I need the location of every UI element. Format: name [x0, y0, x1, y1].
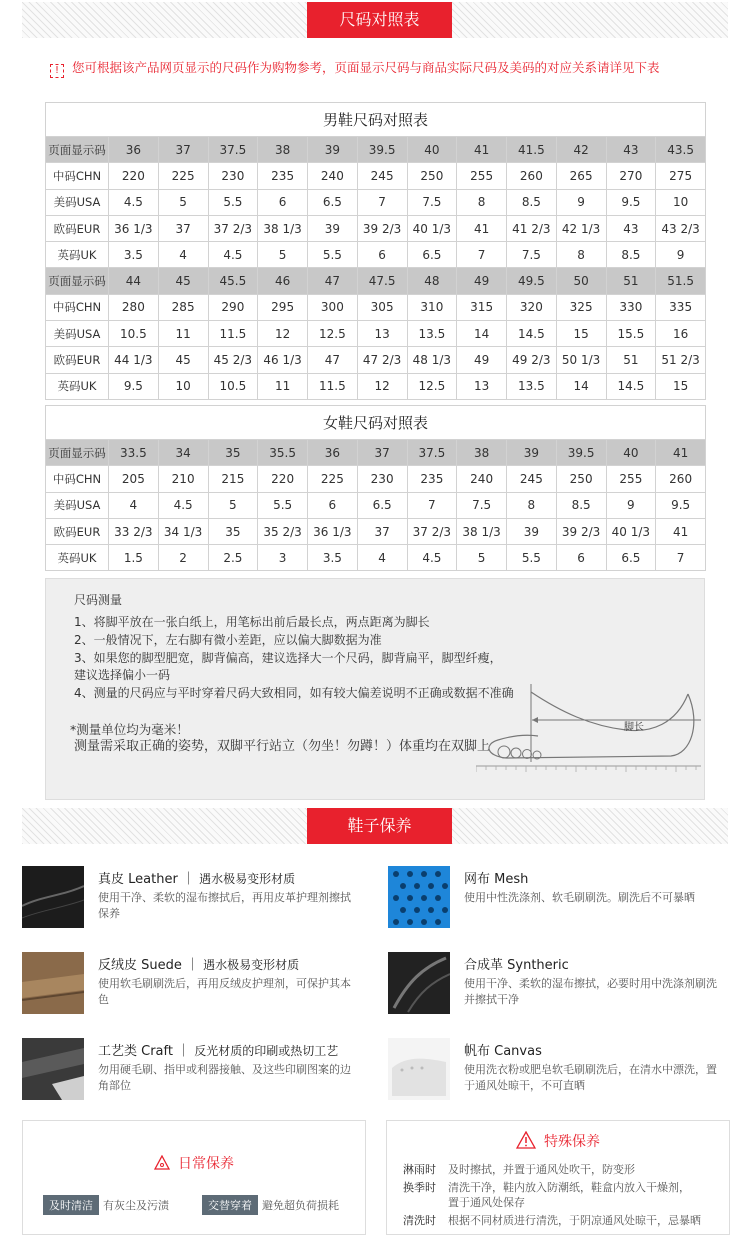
size-row-label: 英码UK — [46, 242, 109, 268]
size-cell: 41 — [656, 440, 706, 466]
measure-step: 3、如果您的脚型肥宽，脚背偏高，建议选择大一个尺码，脚背扁平，脚型纤瘦， — [74, 651, 502, 665]
size-cell: 205 — [109, 466, 159, 492]
size-cell: 35.5 — [258, 440, 308, 466]
daily-care-header — [23, 1153, 365, 1173]
size-cell: 12 — [357, 373, 407, 399]
size-cell: 51 — [606, 347, 656, 373]
size-cell: 225 — [308, 466, 358, 492]
size-cell: 42 — [556, 137, 606, 163]
daily-tag: 交替穿着 — [202, 1195, 258, 1215]
size-cell: 7 — [357, 189, 407, 215]
measure-posture: 测量需采取正确的姿势，双脚平行站立（勿坐！勿蹲！）体重均在双脚上 — [74, 739, 491, 754]
size-cell: 38 1/3 — [457, 518, 507, 544]
size-header-row — [46, 268, 706, 294]
size-cell: 36 — [109, 137, 159, 163]
size-row — [46, 294, 706, 320]
size-row — [46, 321, 706, 347]
size-cell: 220 — [258, 466, 308, 492]
size-cell: 9 — [556, 189, 606, 215]
size-cell: 1.5 — [109, 545, 159, 571]
size-row — [46, 215, 706, 241]
size-cell: 9.5 — [109, 373, 159, 399]
size-cell: 39 2/3 — [556, 518, 606, 544]
size-cell: 305 — [357, 294, 407, 320]
size-row — [46, 545, 706, 571]
size-table-title: 男鞋尺码对照表 — [46, 103, 706, 137]
size-cell: 11 — [258, 373, 308, 399]
size-cell: 13.5 — [507, 373, 557, 399]
measure-title: 尺码测量 — [74, 593, 123, 607]
size-cell: 245 — [507, 466, 557, 492]
size-row-label: 页面显示码 — [46, 137, 109, 163]
size-row — [46, 189, 706, 215]
size-cell: 4 — [109, 492, 159, 518]
size-cell: 45.5 — [208, 268, 258, 294]
size-cell: 35 2/3 — [258, 518, 308, 544]
size-cell: 320 — [507, 294, 557, 320]
daily-care-tags — [43, 1195, 339, 1215]
size-cell: 43 — [606, 215, 656, 241]
size-cell: 47.5 — [357, 268, 407, 294]
size-cell: 48 — [407, 268, 457, 294]
size-cell: 9 — [656, 242, 706, 268]
size-cell: 3 — [258, 545, 308, 571]
daily-care-card — [22, 1120, 366, 1235]
size-row-label: 欧码EUR — [46, 347, 109, 373]
size-cell: 265 — [556, 163, 606, 189]
care-item-desc: 使用洗衣粉或肥皂软毛刷刷洗后，在清水中漂洗，置于通风处晾干，不可直晒 — [464, 1063, 717, 1092]
size-cell: 2 — [158, 545, 208, 571]
size-cell: 290 — [208, 294, 258, 320]
size-cell: 39 — [308, 137, 358, 163]
size-notice — [50, 58, 740, 78]
special-row: 淋雨时 及时擦拭，并置于通风处吹干，防变形 — [403, 1163, 635, 1176]
size-cell: 12.5 — [407, 373, 457, 399]
size-cell: 43.5 — [656, 137, 706, 163]
warning-icon: ! — [50, 64, 64, 78]
size-row-label: 英码UK — [46, 545, 109, 571]
care-item-desc: 使用干净、柔软的湿布擦拭后，再用皮革护理剂擦拭保养 — [98, 891, 351, 920]
size-cell: 8.5 — [606, 242, 656, 268]
size-cell: 14 — [457, 321, 507, 347]
size-cell: 5 — [158, 189, 208, 215]
size-cell: 37 — [158, 137, 208, 163]
size-cell: 10.5 — [109, 321, 159, 347]
size-row — [46, 466, 706, 492]
size-cell: 7 — [656, 545, 706, 571]
care-item-title: 合成革 Syntheric — [464, 958, 569, 973]
measure-unit-note: *测量单位均为毫米！ — [70, 722, 189, 737]
size-cell: 35 — [208, 440, 258, 466]
size-cell: 230 — [208, 163, 258, 189]
size-cell: 42 1/3 — [556, 215, 606, 241]
size-cell: 4 — [158, 242, 208, 268]
size-cell: 36 — [308, 440, 358, 466]
care-item-title: 网布 Mesh — [464, 872, 529, 887]
size-cell: 210 — [158, 466, 208, 492]
size-cell: 13.5 — [407, 321, 457, 347]
size-cell: 9.5 — [656, 492, 706, 518]
special-row: 清洗时 根据不同材质进行清洗，于阴凉通风处晾干，忌暴晒 — [403, 1214, 701, 1227]
size-cell: 215 — [208, 466, 258, 492]
care-item-desc: 使用中性洗涤剂、软毛刷刷洗。刷洗后不可暴晒 — [464, 891, 695, 904]
measure-step: 4、测量的尺码应与平时穿着尺码大致相同，如有较大偏差说明不正确或数据不准确 — [74, 686, 514, 700]
size-row-label: 欧码EUR — [46, 518, 109, 544]
size-cell: 36 1/3 — [308, 518, 358, 544]
size-cell: 48 1/3 — [407, 347, 457, 373]
size-cell: 4.5 — [407, 545, 457, 571]
size-cell: 9.5 — [606, 189, 656, 215]
size-cell: 240 — [457, 466, 507, 492]
size-cell: 250 — [407, 163, 457, 189]
size-cell: 47 2/3 — [357, 347, 407, 373]
size-notice-text: 您可根据该产品网页显示的尺码作为购物参考，页面显示尺码与商品实际尺码及美码的对应关系请详见下表 — [72, 60, 660, 75]
size-cell: 6 — [308, 492, 358, 518]
size-row — [46, 373, 706, 399]
measure-step: 1、将脚平放在一张白纸上，用笔标出前后最长点，两点距离为脚长 — [74, 615, 430, 629]
size-cell: 49.5 — [507, 268, 557, 294]
size-cell: 3.5 — [109, 242, 159, 268]
size-cell: 37.5 — [407, 440, 457, 466]
size-cell: 270 — [606, 163, 656, 189]
size-row-label: 页面显示码 — [46, 440, 109, 466]
size-cell: 37 — [357, 440, 407, 466]
size-cell: 225 — [158, 163, 208, 189]
special-row: 换季时 清洗干净，鞋内放入防潮纸，鞋盒内放入干燥剂， — [403, 1181, 690, 1194]
size-cell: 6 — [556, 545, 606, 571]
suede-thumb-icon — [22, 952, 84, 1014]
size-cell: 8 — [507, 492, 557, 518]
size-cell: 33 2/3 — [109, 518, 159, 544]
size-cell: 4.5 — [208, 242, 258, 268]
foot-diagram-icon — [476, 684, 701, 784]
size-cell: 39.5 — [556, 440, 606, 466]
care-banner — [0, 808, 750, 844]
size-cell: 275 — [656, 163, 706, 189]
size-cell: 3.5 — [308, 545, 358, 571]
size-cell: 315 — [457, 294, 507, 320]
size-cell: 300 — [308, 294, 358, 320]
size-cell: 33.5 — [109, 440, 159, 466]
size-cell: 41 — [656, 518, 706, 544]
size-cell: 46 — [258, 268, 308, 294]
size-cell: 285 — [158, 294, 208, 320]
size-row — [46, 347, 706, 373]
size-cell: 14.5 — [606, 373, 656, 399]
size-cell: 8 — [457, 189, 507, 215]
banner-hatch-right — [452, 808, 728, 844]
size-cell: 10 — [656, 189, 706, 215]
size-cell: 46 1/3 — [258, 347, 308, 373]
measure-section — [45, 578, 705, 800]
size-cell: 50 — [556, 268, 606, 294]
size-cell: 51.5 — [656, 268, 706, 294]
care-item-desc: 勿用硬毛刷、指甲或利器接触、及这些印刷图案的边角部位 — [98, 1063, 351, 1092]
care-item-title: 工艺类 Craft ｜ 反光材质的印刷或热切工艺 — [98, 1044, 339, 1059]
size-cell: 6.5 — [407, 242, 457, 268]
size-cell: 240 — [308, 163, 358, 189]
warning-triangle-icon — [154, 1155, 170, 1171]
size-cell: 45 — [158, 347, 208, 373]
size-cell: 37 2/3 — [407, 518, 457, 544]
size-cell: 43 — [606, 137, 656, 163]
size-cell: 325 — [556, 294, 606, 320]
size-cell: 6.5 — [606, 545, 656, 571]
size-row — [46, 242, 706, 268]
size-cell: 15 — [556, 321, 606, 347]
size-cell: 38 — [457, 440, 507, 466]
size-cell: 14.5 — [507, 321, 557, 347]
size-cell: 38 — [258, 137, 308, 163]
care-item-desc: 使用干净、柔软的湿布擦拭，必要时用中洗涤剂刷洗并擦拭干净 — [464, 977, 717, 1006]
size-cell: 10.5 — [208, 373, 258, 399]
size-cell: 9 — [606, 492, 656, 518]
size-cell: 35 — [208, 518, 258, 544]
size-cell: 295 — [258, 294, 308, 320]
size-cell: 11.5 — [208, 321, 258, 347]
size-cell: 250 — [556, 466, 606, 492]
special-care-card — [386, 1120, 730, 1235]
size-cell: 39 2/3 — [357, 215, 407, 241]
size-cell: 245 — [357, 163, 407, 189]
size-header-row — [46, 137, 706, 163]
size-cell: 37 — [158, 215, 208, 241]
size-cell: 235 — [407, 466, 457, 492]
size-cell: 4.5 — [109, 189, 159, 215]
size-cell: 8.5 — [507, 189, 557, 215]
size-cell: 41.5 — [507, 137, 557, 163]
banner-hatch-left — [22, 2, 307, 38]
size-row-label: 欧码EUR — [46, 215, 109, 241]
size-cell: 41 2/3 — [507, 215, 557, 241]
size-cell: 5 — [258, 242, 308, 268]
size-cell: 34 — [158, 440, 208, 466]
size-cell: 49 — [457, 347, 507, 373]
size-cell: 47 — [308, 268, 358, 294]
size-cell: 38 1/3 — [258, 215, 308, 241]
size-cell: 330 — [606, 294, 656, 320]
size-cell: 235 — [258, 163, 308, 189]
size-row-label: 英码UK — [46, 373, 109, 399]
size-table-title: 女鞋尺码对照表 — [46, 406, 706, 440]
size-cell: 8.5 — [556, 492, 606, 518]
size-cell: 13 — [357, 321, 407, 347]
size-cell: 220 — [109, 163, 159, 189]
size-cell: 45 — [158, 268, 208, 294]
care-item-title: 真皮 Leather ｜ 遇水极易变形材质 — [98, 872, 296, 887]
size-cell: 40 1/3 — [407, 215, 457, 241]
care-banner-title: 鞋子保养 — [307, 808, 452, 844]
women-size-table — [45, 405, 706, 571]
size-cell: 7.5 — [457, 492, 507, 518]
craft-thumb-icon — [22, 1038, 84, 1100]
special-care-header — [387, 1131, 729, 1151]
size-cell: 6.5 — [308, 189, 358, 215]
size-cell: 6.5 — [357, 492, 407, 518]
size-row-label: 中码CHN — [46, 163, 109, 189]
size-header-row — [46, 440, 706, 466]
size-cell: 7 — [457, 242, 507, 268]
size-cell: 37 2/3 — [208, 215, 258, 241]
size-cell: 11 — [158, 321, 208, 347]
measure-step: 2、一般情况下，左右脚有微小差距，应以偏大脚数据为准 — [74, 633, 382, 647]
size-cell: 14 — [556, 373, 606, 399]
size-cell: 335 — [656, 294, 706, 320]
size-cell: 40 1/3 — [606, 518, 656, 544]
size-row-label: 页面显示码 — [46, 268, 109, 294]
size-cell: 51 — [606, 268, 656, 294]
special-row: 置于通风处保存 — [448, 1196, 525, 1209]
size-cell: 39.5 — [357, 137, 407, 163]
size-cell: 36 1/3 — [109, 215, 159, 241]
size-row-label: 中码CHN — [46, 294, 109, 320]
size-cell: 41 — [457, 215, 507, 241]
size-cell: 49 2/3 — [507, 347, 557, 373]
size-cell: 4.5 — [158, 492, 208, 518]
size-row — [46, 492, 706, 518]
size-chart-banner-title: 尺码对照表 — [307, 2, 452, 38]
size-cell: 50 1/3 — [556, 347, 606, 373]
size-cell: 260 — [656, 466, 706, 492]
size-cell: 230 — [357, 466, 407, 492]
size-cell: 15.5 — [606, 321, 656, 347]
care-item-desc: 使用软毛刷刷洗后，再用反绒皮护理剂，可保护其本色 — [98, 977, 351, 1006]
size-cell: 5.5 — [308, 242, 358, 268]
size-cell: 16 — [656, 321, 706, 347]
size-cell: 6 — [357, 242, 407, 268]
care-item-title: 反绒皮 Suede ｜ 遇水极易变形材质 — [98, 958, 300, 973]
size-cell: 11.5 — [308, 373, 358, 399]
size-cell: 45 2/3 — [208, 347, 258, 373]
size-cell: 5.5 — [208, 189, 258, 215]
size-row-label: 中码CHN — [46, 466, 109, 492]
size-cell: 260 — [507, 163, 557, 189]
warning-triangle-icon — [516, 1131, 536, 1149]
measure-step: 建议选择偏小一码 — [74, 668, 171, 682]
size-cell: 40 — [407, 137, 457, 163]
size-cell: 15 — [656, 373, 706, 399]
size-cell: 13 — [457, 373, 507, 399]
size-cell: 5.5 — [258, 492, 308, 518]
daily-tag-text: 有灰尘及污渍 — [103, 1199, 169, 1212]
size-cell: 280 — [109, 294, 159, 320]
mesh-thumb-icon — [388, 866, 450, 928]
size-cell: 4 — [357, 545, 407, 571]
size-cell: 7.5 — [407, 189, 457, 215]
banner-hatch-left — [22, 808, 307, 844]
size-cell: 5 — [208, 492, 258, 518]
size-cell: 49 — [457, 268, 507, 294]
daily-tag: 及时清洁 — [43, 1195, 99, 1215]
size-cell: 39 — [507, 440, 557, 466]
size-cell: 12.5 — [308, 321, 358, 347]
size-cell: 44 1/3 — [109, 347, 159, 373]
size-cell: 5 — [457, 545, 507, 571]
size-row-label: 美码USA — [46, 321, 109, 347]
size-cell: 47 — [308, 347, 358, 373]
foot-length-label: 脚长 — [624, 722, 644, 733]
men-size-table — [45, 102, 706, 400]
size-cell: 37.5 — [208, 137, 258, 163]
size-cell: 7.5 — [507, 242, 557, 268]
special-care-title: 特殊保养 — [544, 1134, 600, 1150]
banner-hatch-right — [452, 2, 728, 38]
synthetic-thumb-icon — [388, 952, 450, 1014]
daily-tag-text: 避免超负荷损耗 — [262, 1199, 339, 1212]
size-cell: 37 — [357, 518, 407, 544]
size-cell: 2.5 — [208, 545, 258, 571]
size-cell: 40 — [606, 440, 656, 466]
size-chart-banner — [0, 2, 750, 38]
size-cell: 34 1/3 — [158, 518, 208, 544]
size-row-label: 美码USA — [46, 189, 109, 215]
size-row-label: 美码USA — [46, 492, 109, 518]
size-cell: 8 — [556, 242, 606, 268]
size-cell: 255 — [606, 466, 656, 492]
size-cell: 7 — [407, 492, 457, 518]
size-cell: 6 — [258, 189, 308, 215]
care-item-title: 帆布 Canvas — [464, 1044, 542, 1059]
size-cell: 5.5 — [507, 545, 557, 571]
size-cell: 51 2/3 — [656, 347, 706, 373]
size-cell: 310 — [407, 294, 457, 320]
size-cell: 10 — [158, 373, 208, 399]
size-row — [46, 518, 706, 544]
size-cell: 41 — [457, 137, 507, 163]
size-cell: 44 — [109, 268, 159, 294]
size-cell: 12 — [258, 321, 308, 347]
daily-care-title: 日常保养 — [178, 1156, 234, 1172]
size-cell: 39 — [308, 215, 358, 241]
size-cell: 39 — [507, 518, 557, 544]
size-row — [46, 163, 706, 189]
canvas-thumb-icon — [388, 1038, 450, 1100]
size-cell: 255 — [457, 163, 507, 189]
leather-thumb-icon — [22, 866, 84, 928]
size-cell: 43 2/3 — [656, 215, 706, 241]
